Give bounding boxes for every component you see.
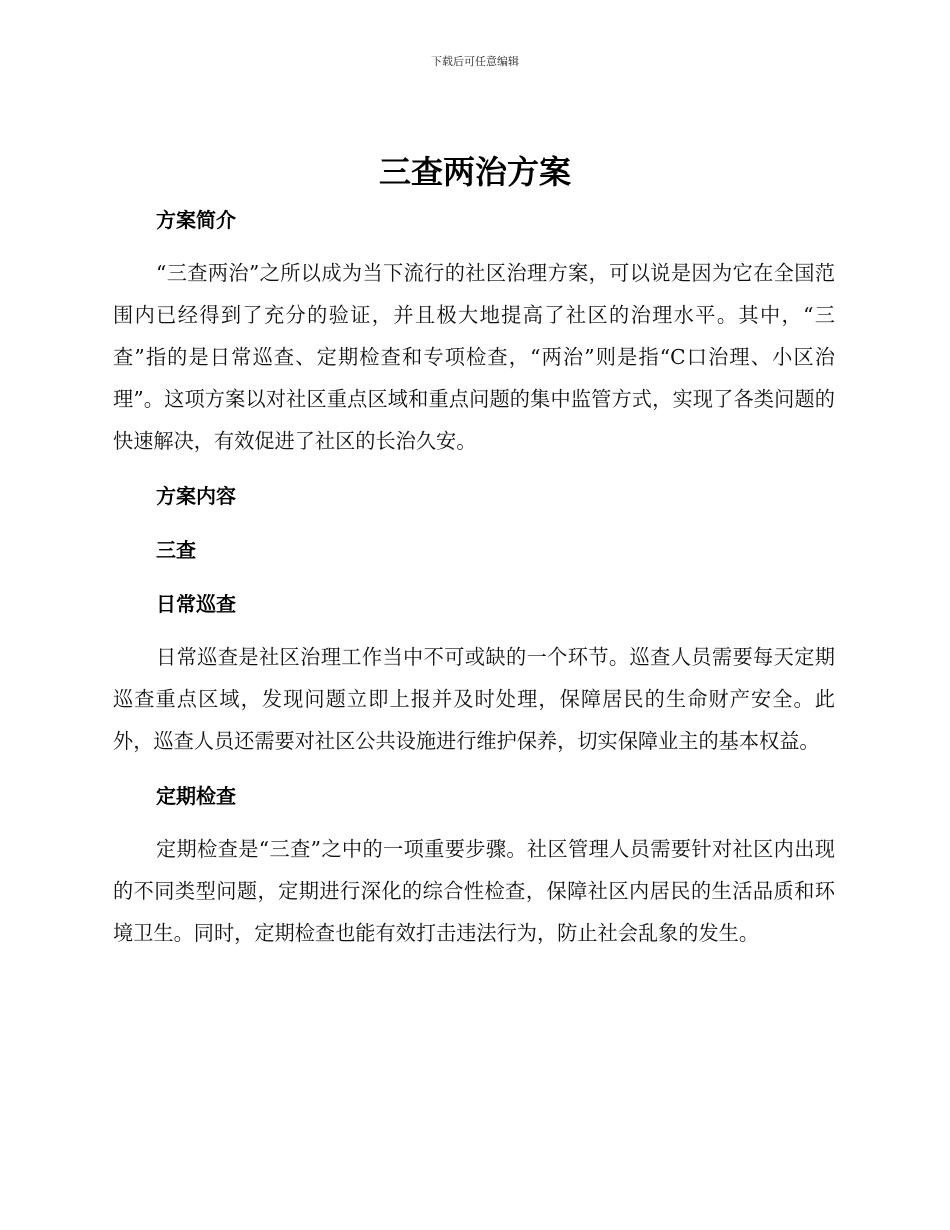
intro-paragraph: “三查两治”之所以成为当下流行的社区治理方案，可以说是因为它在全国范围内已经得到了充分的验证，并且极大地提高了社区的治理水平。其中，“三查”指的是日常巡查、定期检查和专项检查，“两治”则是指“C口治理、小区治理”。这项方案以对社区重点区域和重点问题的集中监管方式，实现了各类问题的快速解决，有效促进了社区的长治久安。: [113, 261, 835, 453]
document-body: [113, 198, 835, 954]
section-heading-three-checks: 三查: [156, 538, 196, 562]
document-title: 三查两治方案: [378, 153, 571, 191]
section-heading-intro: 方案简介: [156, 208, 236, 232]
daily-patrol-paragraph: 日常巡查是社区治理工作当中不可或缺的一个环节。巡查人员需要每天定期巡查重点区域，发现问题立即上报并及时处理，保障居民的生命财产安全。此外，巡查人员还需要对社区公共设施进行维护保养，切实保障业主的基本权益。: [113, 645, 835, 753]
regular-check-paragraph: 定期检查是“三查”之中的一项重要步骤。社区管理人员需要针对社区内出现的不同类型问题，定期进行深化的综合性检查，保障社区内居民的生活品质和环境卫生。同时，定期检查也能有效打击违法行为，防止社会乱象的发生。: [113, 837, 835, 945]
page-header-note: 下载后可任意编辑: [431, 55, 519, 68]
section-heading-regular-check: 定期检查: [156, 784, 236, 808]
section-heading-daily-patrol: 日常巡查: [156, 592, 236, 616]
section-heading-content: 方案内容: [156, 484, 236, 508]
